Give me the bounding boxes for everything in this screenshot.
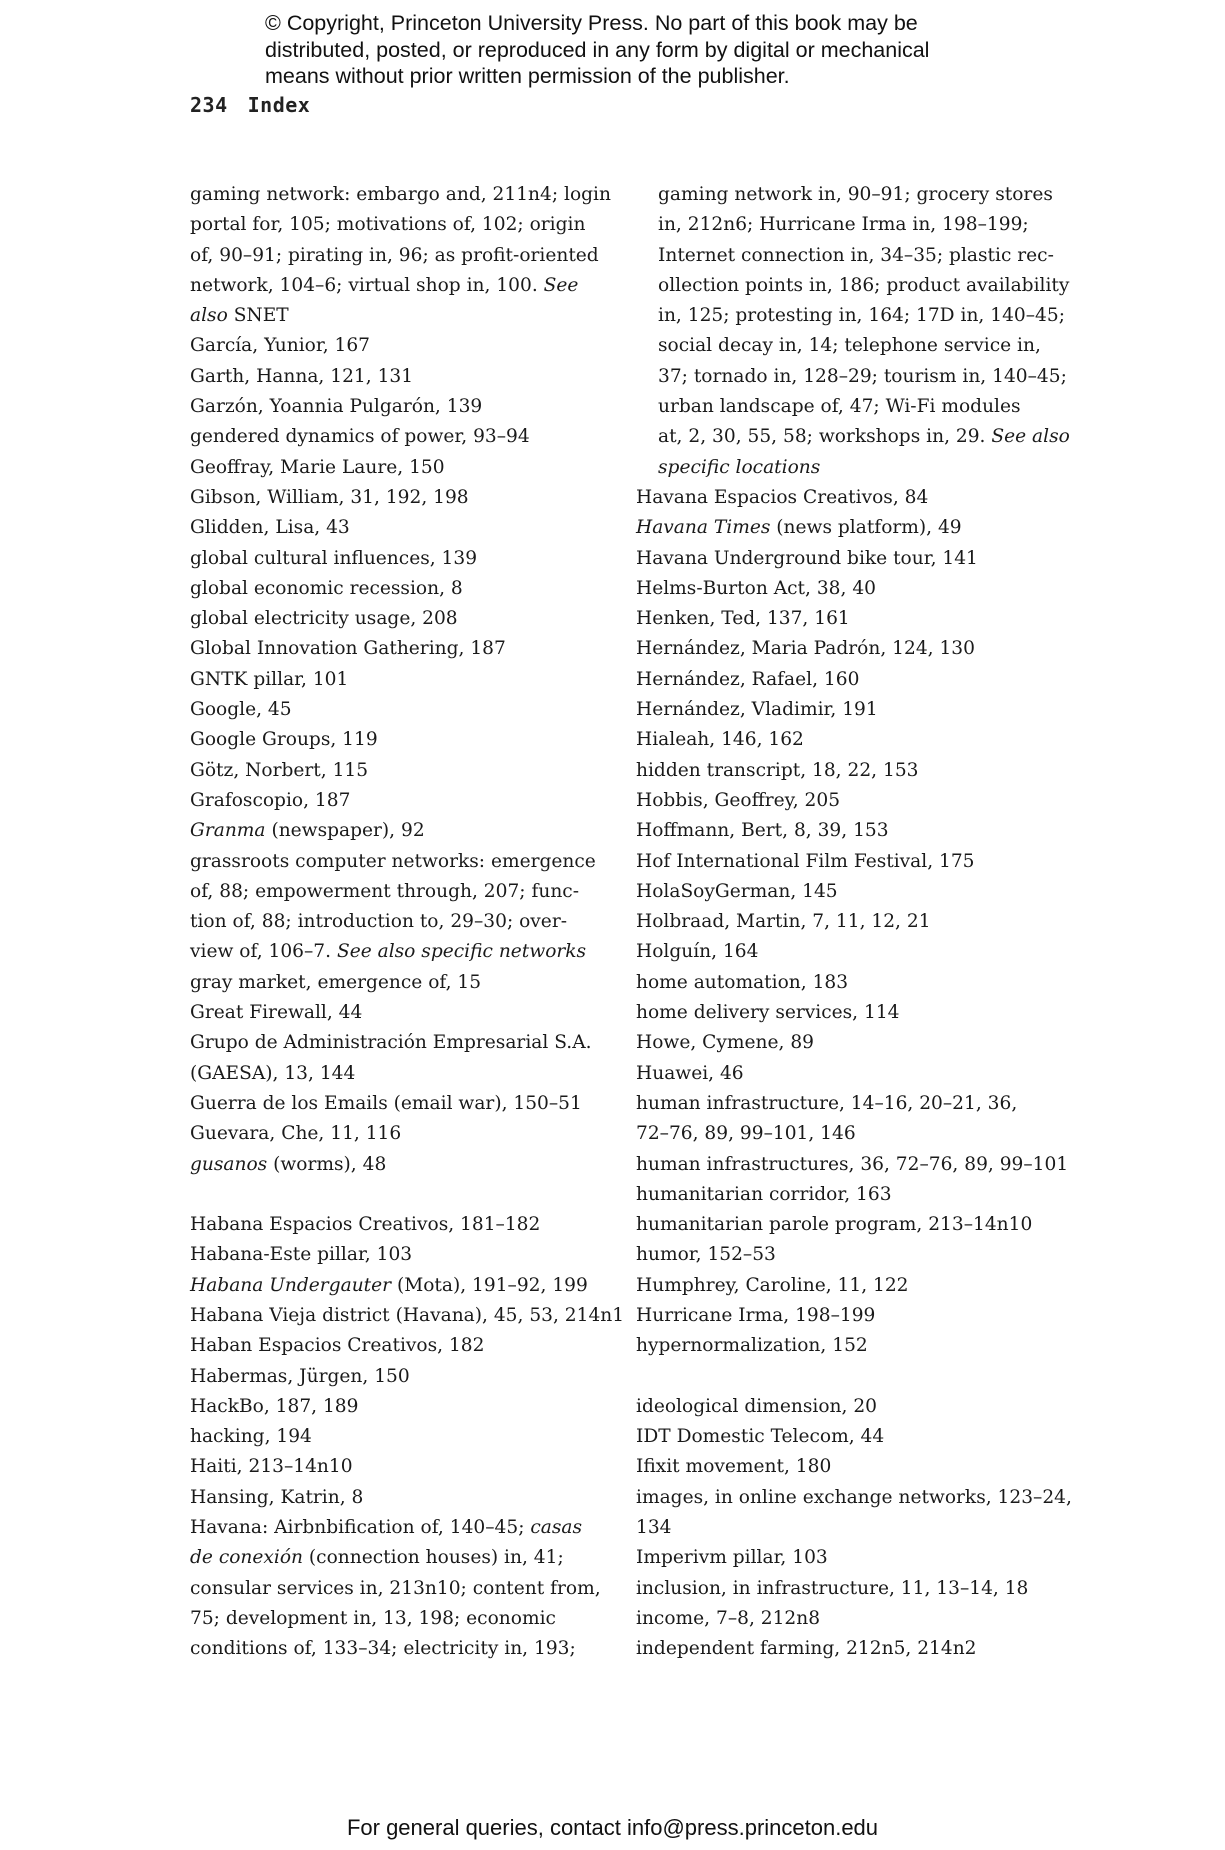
index-entry: Garzón, Yoannia Pulgarón, 139 — [190, 396, 483, 418]
index-entry: Garth, Hanna, 121, 131 — [190, 365, 414, 387]
index-entry: gaming network: embargo and, 211n4; login portal for, 105; motivations of, 102; origin of, 90–91; pirating in, 96; as profit-oriented network, 104–6; virtual shop in, 100. See also SNET — [190, 184, 611, 327]
index-entry: home automation, 183 — [636, 971, 849, 993]
index-entry: Google Groups, 119 — [190, 729, 378, 751]
index-entry: Havana: Airbnbification of, 140–45; casas de conexión (connection houses) in, 41; consular services in, 213n10; content from, 75; development in, 13, 198; economic conditions of, 133–34; electricity in, 193; — [190, 1517, 601, 1660]
index-entry: Humphrey, Caroline, 11, 122 — [636, 1274, 909, 1296]
index-entry: Haban Espacios Creativos, 182 — [190, 1335, 485, 1357]
index-entry: hidden transcript, 18, 22, 153 — [636, 759, 919, 781]
index-entry: Grupo de Administración Empresarial S.A. (GAESA), 13, 144 — [190, 1032, 592, 1084]
copyright-line: means without prior written permission of the publisher. — [265, 64, 790, 88]
index-column-left — [190, 180, 650, 1665]
index-entry: home delivery services, 114 — [636, 1002, 900, 1024]
index-entry: Hernández, Rafael, 160 — [636, 668, 860, 690]
index-entry: Habermas, Jürgen, 150 — [190, 1365, 410, 1387]
page-number: 234 — [190, 93, 228, 117]
index-entry: HolaSoyGerman, 145 — [636, 880, 838, 902]
index-entry: HackBo, 187, 189 — [190, 1395, 359, 1417]
index-entry: Hernández, Vladimir, 191 — [636, 699, 878, 721]
index-entry: Haiti, 213–14n10 — [190, 1456, 353, 1478]
index-entry: Global Innovation Gathering, 187 — [190, 638, 506, 660]
index-entry: global cultural influences, 139 — [190, 547, 478, 569]
index-entry: Havana Times (news platform), 49 — [636, 517, 962, 539]
index-entry: Hernández, Maria Padrón, 124, 130 — [636, 638, 975, 660]
index-entry: humanitarian corridor, 163 — [636, 1183, 892, 1205]
index-entry: Holbraad, Martin, 7, 11, 12, 21 — [636, 911, 931, 933]
index-entry: ideological dimension, 20 — [636, 1395, 877, 1417]
index-entry: Howe, Cymene, 89 — [636, 1032, 814, 1054]
index-entry: Guerra de los Emails (email war), 150–51 — [190, 1092, 582, 1114]
index-entry: Geoffray, Marie Laure, 150 — [190, 456, 445, 478]
index-entry: Holguín, 164 — [636, 941, 759, 963]
letter-group-gap — [636, 1362, 1096, 1392]
index-entry: inclusion, in infrastructure, 11, 13–14, 18 — [636, 1577, 1029, 1599]
index-entry: Ifixit movement, 180 — [636, 1456, 832, 1478]
index-entry: Hansing, Katrin, 8 — [190, 1486, 364, 1508]
running-head — [190, 93, 310, 117]
copyright-line: © Copyright, Princeton University Press. No part of this book may be — [265, 11, 918, 35]
index-entry: Granma (newspaper), 92 — [190, 820, 425, 842]
index-entry: gray market, emergence of, 15 — [190, 971, 482, 993]
index-entry: Gibson, William, 31, 192, 198 — [190, 486, 469, 508]
index-entry: gendered dynamics of power, 93–94 — [190, 426, 530, 448]
index-entry: hypernormalization, 152 — [636, 1335, 868, 1357]
index-entry: Helms-Burton Act, 38, 40 — [636, 577, 876, 599]
copyright-notice — [265, 10, 1025, 90]
copyright-line: distributed, posted, or reproduced in any form by digital or mechanical — [265, 37, 930, 62]
index-entry-continuation: gaming network in, 90–91; grocery stores in, 212n6; Hurricane Irma in, 198–199; Internet connection in, 34–35; plastic rec- ollection points in, 186; product availability in, 125; protesting in, 164; 17D in, 140–45; social decay in, 14; telephone service in, 37; tornado in, 128–29; tourism in, 140–45; urban landscape of, 47; Wi-Fi modules at, 2, 30, 55, 58; workshops in, 29. See also specific locations — [658, 184, 1070, 478]
index-entry: IDT Domestic Telecom, 44 — [636, 1426, 885, 1448]
index-entry: Hurricane Irma, 198–199 — [636, 1304, 876, 1326]
index-entry: Grafoscopio, 187 — [190, 789, 351, 811]
index-entry: Imperivm pillar, 103 — [636, 1547, 828, 1569]
index-entry: Habana-Este pillar, 103 — [190, 1244, 413, 1266]
index-entry: global economic recession, 8 — [190, 577, 463, 599]
index-entry: Hoffmann, Bert, 8, 39, 153 — [636, 820, 889, 842]
index-entry: Habana Vieja district (Havana), 45, 53, 214n1 — [190, 1304, 625, 1326]
index-entry: Habana Undergauter (Mota), 191–92, 199 — [190, 1274, 588, 1296]
index-entry: Great Firewall, 44 — [190, 1002, 363, 1024]
index-entry: hacking, 194 — [190, 1426, 312, 1448]
index-entry: Havana Underground bike tour, 141 — [636, 547, 978, 569]
index-entry: Habana Espacios Creativos, 181–182 — [190, 1214, 541, 1236]
index-entry: GNTK pillar, 101 — [190, 668, 349, 690]
index-entry: Huawei, 46 — [636, 1062, 744, 1084]
index-column-right — [636, 180, 1096, 1665]
letter-group-gap — [190, 1180, 650, 1210]
footer-contact: For general queries, contact info@press.princeton.edu — [346, 1815, 879, 1840]
index-entry: global electricity usage, 208 — [190, 608, 458, 630]
index-entry: human infrastructures, 36, 72–76, 89, 99–101 — [636, 1153, 1069, 1175]
index-entry: humanitarian parole program, 213–14n10 — [636, 1214, 1033, 1236]
index-entry: Glidden, Lisa, 43 — [190, 517, 350, 539]
index-entry: García, Yunior, 167 — [190, 335, 370, 357]
index-entry: Guevara, Che, 11, 116 — [190, 1123, 402, 1145]
index-entry: human infrastructure, 14–16, 20–21, 36, 72–76, 89, 99–101, 146 — [636, 1092, 1018, 1145]
index-entry: Hialeah, 146, 162 — [636, 729, 804, 751]
index-entry: humor, 152–53 — [636, 1244, 776, 1266]
index-entry: gusanos (worms), 48 — [190, 1153, 387, 1175]
section-title: Index — [247, 93, 311, 117]
index-entry: income, 7–8, 212n8 — [636, 1607, 821, 1629]
index-entry: Hobbis, Geoffrey, 205 — [636, 789, 841, 811]
index-entry: Havana Espacios Creativos, 84 — [636, 486, 929, 508]
index-entry: grassroots computer networks: emergence of, 88; empowerment through, 207; func- tion of, 88; introduction to, 29–30; over- view of, 106–7. See also specific networks — [190, 850, 596, 963]
index-entry: Henken, Ted, 137, 161 — [636, 608, 850, 630]
index-entry: Hof International Film Festival, 175 — [636, 850, 975, 872]
index-entry: Google, 45 — [190, 699, 292, 721]
index-entry: images, in online exchange networks, 123–24, 134 — [636, 1486, 1072, 1539]
index-entry: independent farming, 212n5, 214n2 — [636, 1638, 977, 1660]
index-entry: Götz, Norbert, 115 — [190, 759, 369, 781]
